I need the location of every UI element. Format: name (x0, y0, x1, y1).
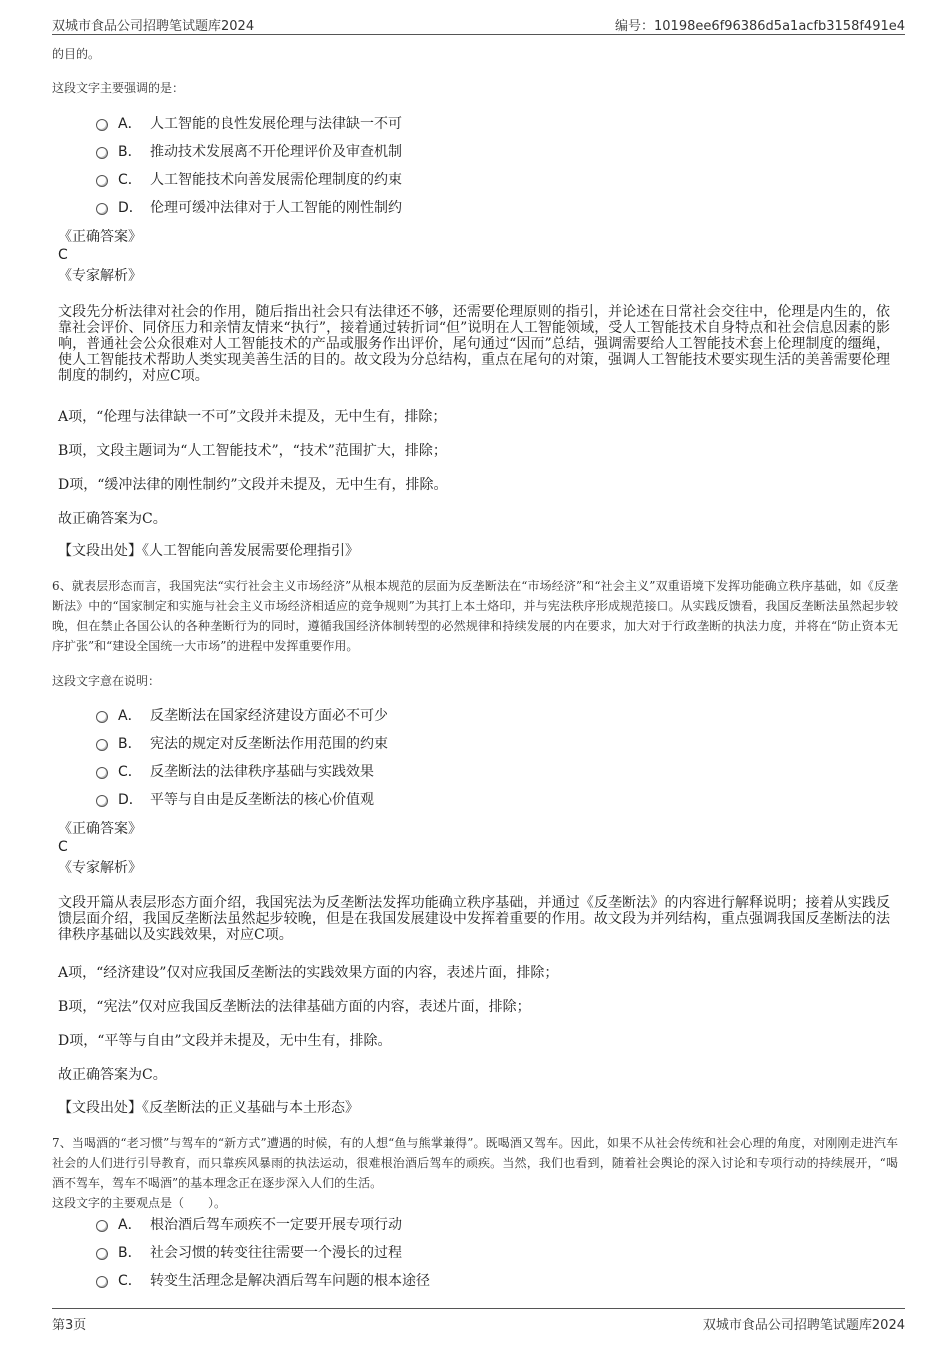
q7-option-c[interactable]: C． 转变生活理念是解决酒后驾车问题的根本途径 (96, 1271, 430, 1291)
radio-icon[interactable] (96, 1220, 108, 1232)
q5-source: 【文段出处】《人工智能向善发展需要伦理指引》 (58, 543, 359, 559)
q5-note-d: D项，“缓冲法律的刚性制约”文段并未提及，无中生有，排除。 (58, 477, 448, 493)
q6-note-a: A项，“经济建设”仅对应我国反垄断法的实践效果方面的内容，表述片面，排除； (58, 965, 559, 981)
q6-note-d: D项，“平等与自由”文段并未提及，无中生有，排除。 (58, 1033, 392, 1049)
header-title: 双城市食品公司招聘笔试题库2024 (52, 19, 255, 34)
q6-stem: 6、就表层形态而言，我国宪法“实行社会主义市场经济”从根本规范的层面为反垄断法在“市场经济”和“社会主义”双重语境下发挥功能确立秩序基础，如《反垄断法》中的“国家制定和实施与社会主义市场经济相适应的竞争规则”为其打上本土烙印，并与宪法秩序形成规范接口。从实践反馈看，我国反垄断法虽然起步较晚，但在禁止各国公认的各种垄断行为的同时，遵循我国经济体制转型的必然规律和持续发展的内在要求，加大对于行政垄断的执法力度，并将在“防止资本无序扩张”和“建设全国统一大市场”的进程中发挥重要作用。 (52, 579, 898, 653)
q6-analysis: 文段开篇从表层形态方面介绍，我国宪法为反垄断法发挥功能确立秩序基础，并通过《反垄断法》的内容进行解释说明；接着从实践反馈层面介绍，我国反垄断法虽然起步较晚，但是在我国发展建设中发挥着重要的作用。故文段为并列结构，重点强调我国反垄断法的法律秩序基础以及实践效果，对应C项。 (58, 895, 890, 943)
q6-answer-label: 《正确答案》 (58, 821, 142, 837)
q6-answer: C (58, 839, 68, 855)
q5-prompt: 这段文字主要强调的是： (52, 81, 185, 95)
q6-option-a[interactable]: A． 反垄断法在国家经济建设方面必不可少 (96, 706, 388, 726)
q5-answer: C (58, 247, 68, 263)
radio-icon[interactable] (96, 1276, 108, 1288)
radio-icon[interactable] (96, 1248, 108, 1260)
q5-note-a: A项，“伦理与法律缺一不可”文段并未提及，无中生有，排除； (58, 409, 447, 425)
q6-source: 【文段出处】《反垄断法的正义基础与本土形态》 (58, 1100, 359, 1116)
radio-icon[interactable] (96, 767, 108, 779)
q5-answer-label: 《正确答案》 (58, 229, 142, 245)
radio-icon[interactable] (96, 739, 108, 751)
q5-option-b[interactable]: B． 推动技术发展离不开伦理评价及审查机制 (96, 142, 402, 162)
q6-option-b[interactable]: B． 宪法的规定对反垄断法作用范围的约束 (96, 734, 388, 754)
q6-conclusion: 故正确答案为C。 (58, 1067, 167, 1083)
radio-icon[interactable] (96, 147, 108, 159)
radio-icon[interactable] (96, 795, 108, 807)
q5-option-d[interactable]: D． 伦理可缓冲法律对于人工智能的刚性制约 (96, 198, 402, 218)
footer-title: 双城市食品公司招聘笔试题库2024 (702, 1318, 905, 1333)
q6-option-d[interactable]: D． 平等与自由是反垄断法的核心价值观 (96, 790, 374, 810)
q5-analysis-label: 《专家解析》 (58, 268, 142, 284)
q5-option-c[interactable]: C． 人工智能技术向善发展需伦理制度的约束 (96, 170, 402, 190)
q7-prompt: 这段文字的主要观点是（ ）。 (52, 1196, 227, 1210)
q5-analysis: 文段先分析法律对社会的作用，随后指出社会只有法律还不够，还需要伦理原则的指引，并论述在日常社会交往中，伦理是内生的，依靠社会评价、同侪压力和亲情友情来“执行”，接着通过转折词“但”说明在人工智能领域，受人工智能技术自身特点和社会信息因素的影响，普通社会公众很难对人工智能技术的产品或服务作出评价，尾句通过“因而”总结，强调需要给人工智能技术套上伦理制度的缰绳，使人工智能技术帮助人类实现美善生活的目的。故文段为分总结构，重点在尾句的对策，强调人工智能技术要实现生活的美善需要伦理制度的制约，对应C项。 (58, 304, 890, 384)
radio-icon[interactable] (96, 203, 108, 215)
q7-option-a[interactable]: A． 根治酒后驾车顽疾不一定要开展专项行动 (96, 1215, 402, 1235)
q7-option-b[interactable]: B． 社会习惯的转变往往需要一个漫长的过程 (96, 1243, 402, 1263)
page-footer (52, 1308, 905, 1333)
page-header (52, 12, 905, 35)
q7-stem: 7、当喝酒的“老习惯”与驾车的“新方式”遭遇的时候，有的人想“鱼与熊掌兼得”。既喝酒又驾车。因此，如果不从社会传统和社会心理的角度，对刚刚走进汽车社会的人们进行引导教育，而只靠疾风暴雨的执法运动，很难根治酒后驾车的顽疾。当然，我们也看到，随着社会舆论的深入讨论和专项行动的持续展开，“喝酒不驾车，驾车不喝酒”的基本理念正在逐步深入人们的生活。 (52, 1136, 898, 1190)
q6-analysis-label: 《专家解析》 (58, 860, 142, 876)
q6-option-c[interactable]: C． 反垄断法的法律秩序基础与实践效果 (96, 762, 374, 782)
q5-note-b: B项，文段主题词为“人工智能技术”，“技术”范围扩大，排除； (58, 443, 447, 459)
q6-prompt: 这段文字意在说明： (52, 674, 161, 688)
page-number: 第3页 (52, 1318, 87, 1333)
document-id: 编号：10198ee6f96386d5a1acfb3158f491e4 (615, 19, 905, 34)
q5-option-a[interactable]: A． 人工智能的良性发展伦理与法律缺一不可 (96, 114, 402, 134)
q5-conclusion: 故正确答案为C。 (58, 511, 167, 527)
q6-note-b: B项，“宪法”仅对应我国反垄断法的法律基础方面的内容，表述片面，排除； (58, 999, 531, 1015)
radio-icon[interactable] (96, 711, 108, 723)
radio-icon[interactable] (96, 119, 108, 131)
q5-continuation: 的目的。 (52, 47, 101, 61)
radio-icon[interactable] (96, 175, 108, 187)
